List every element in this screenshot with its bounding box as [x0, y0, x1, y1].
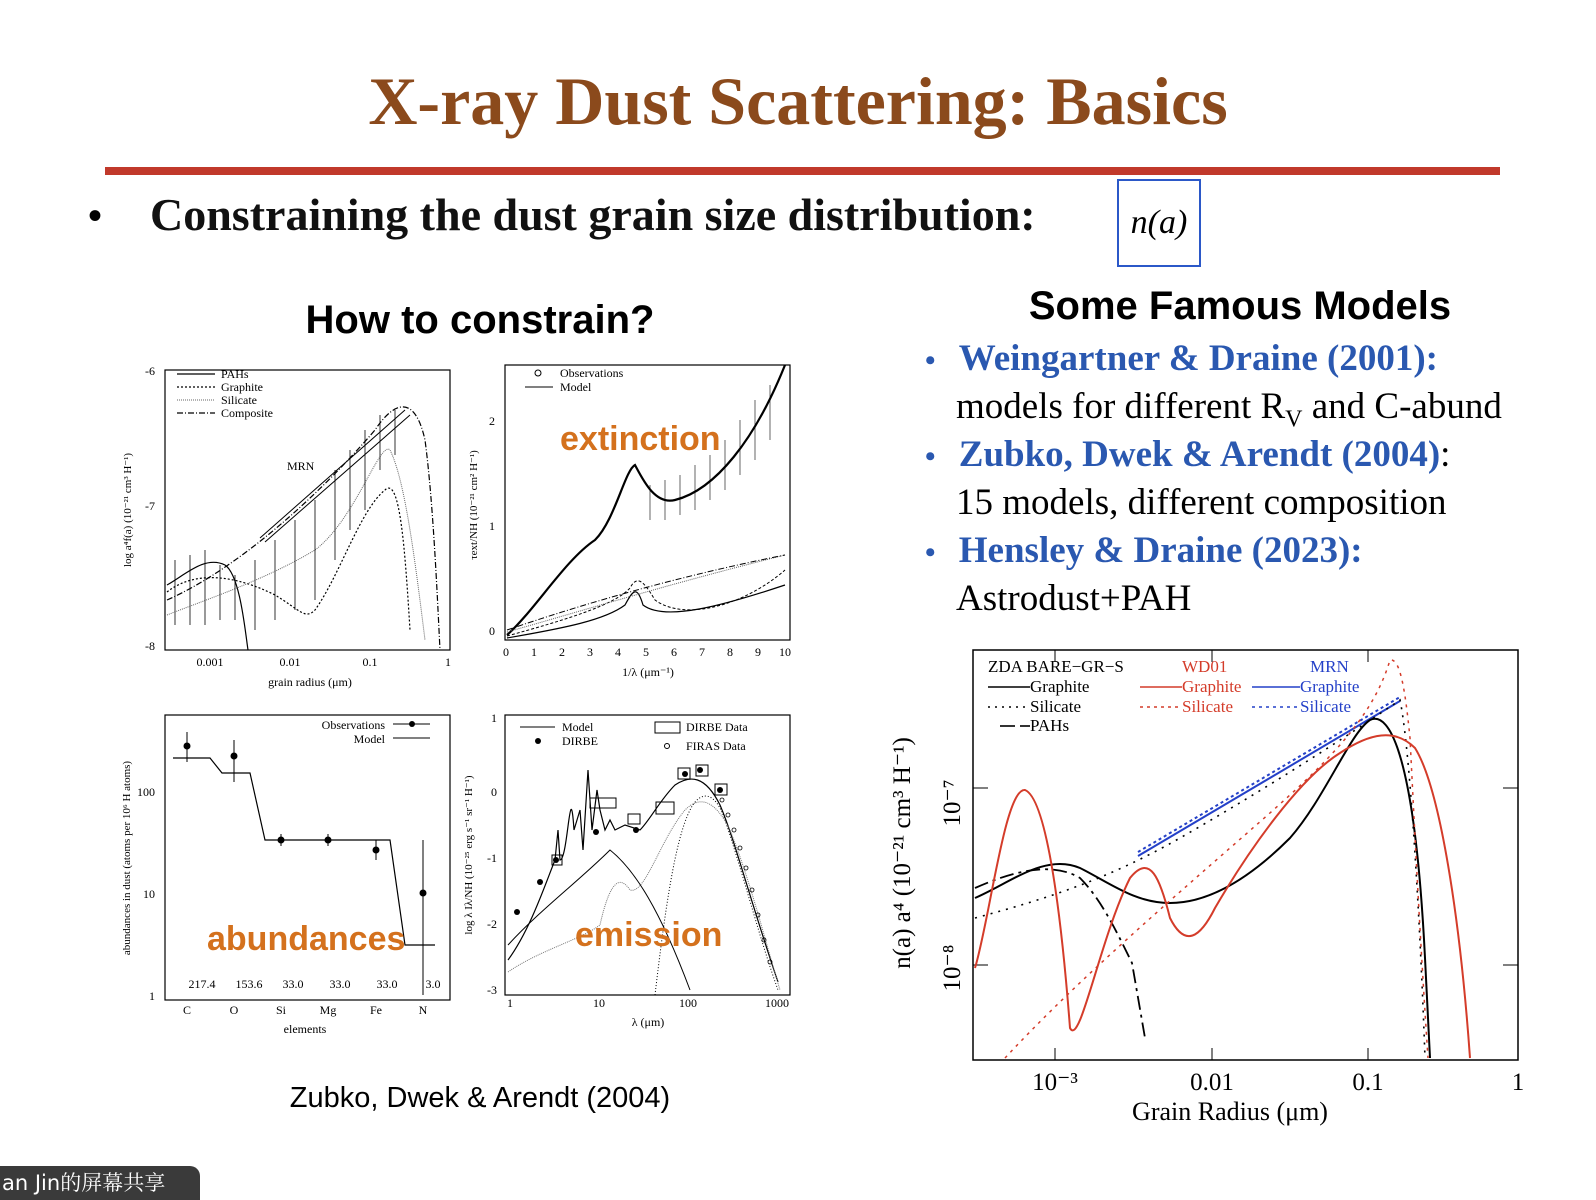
- screen-share-badge[interactable]: an Jin的屏幕共享: [0, 1166, 200, 1200]
- dirbe-points: [514, 767, 723, 915]
- x-tick-label: 5: [643, 645, 649, 659]
- y-tick-label: 2: [489, 414, 495, 428]
- model-name: Weingartner & Draine (2001):: [958, 338, 1438, 379]
- x-tick-label: 6: [671, 645, 677, 659]
- model-desc-sub: V: [1285, 406, 1303, 433]
- abundances-label: abundances: [207, 920, 406, 958]
- x-tick-label: Mg: [319, 1003, 337, 1017]
- x-axis-label: λ (μm): [631, 1015, 665, 1029]
- legend-entry: Silicate: [1030, 697, 1081, 716]
- legend-entry: DIRBE Data: [686, 720, 748, 734]
- y-tick-label: 0: [489, 624, 495, 638]
- legend-entry: Graphite: [1030, 677, 1090, 696]
- model-curve-silicate: [507, 570, 785, 636]
- legend-marker: [655, 722, 680, 733]
- mrn-silicate-curve: [1138, 697, 1400, 852]
- y-axis-label: log a⁴f(a) (10⁻²¹ cm³ H⁻¹): [122, 452, 134, 568]
- y-tick-label: 10⁻⁷: [939, 779, 966, 827]
- y-tick-label: 100: [137, 785, 155, 799]
- y-axis-label: τext/NH (10⁻²¹ cm² H⁻¹): [468, 450, 480, 560]
- x-axis-label: grain radius (μm): [268, 675, 352, 689]
- model-desc: [956, 576, 1191, 622]
- title-divider: [105, 167, 1500, 175]
- silicate-emission-curve: [508, 802, 780, 990]
- y-axis-label: abundances in dust (atoms per 10⁶ H atoms): [121, 760, 133, 956]
- model-desc: [956, 480, 1447, 526]
- y-tick-label: -8: [145, 639, 155, 653]
- value-label: 33.0: [282, 977, 304, 991]
- zda-graphite-curve: [975, 719, 1430, 1058]
- legend-entry: Composite: [221, 406, 274, 420]
- x-tick-label: Fe: [370, 1003, 382, 1017]
- x-tick-label: 1: [507, 996, 513, 1010]
- legend-entry: Model: [353, 732, 385, 746]
- x-tick-label: 1: [1511, 1069, 1525, 1096]
- model-step-line: [173, 758, 435, 945]
- slide-title: X-ray Dust Scattering: Basics: [368, 63, 1228, 139]
- x-tick-label: O: [229, 1003, 239, 1017]
- model-name: Hensley & Draine (2023):: [958, 530, 1363, 571]
- extinction-label: extinction: [560, 420, 721, 458]
- chart-emission: [460, 710, 805, 1050]
- y-tick-label: -3: [487, 983, 497, 997]
- model-curve-composite: [507, 555, 785, 632]
- legend-marker: [535, 738, 541, 744]
- chart-famous-models: [870, 638, 1530, 1138]
- y-axis-label: log λ Iλ/NH (10⁻²⁵ erg s⁻¹ sr⁻¹ H⁻¹): [463, 775, 475, 935]
- mrn-annotation: MRN: [287, 459, 315, 473]
- x-tick-label: 10: [779, 645, 791, 659]
- legend-entry: PAHs: [1030, 716, 1070, 735]
- value-label: 153.6: [235, 977, 263, 991]
- y-axis-label: n(a) a⁴ (10⁻²¹ cm³ H⁻¹): [889, 737, 916, 969]
- legend-group-title: ZDA BARE−GR−S: [988, 657, 1124, 676]
- y-tick-labels: [487, 711, 497, 997]
- x-tick-labels: [1032, 1069, 1524, 1096]
- category-labels: [183, 1003, 428, 1017]
- mrn-line: [265, 415, 410, 542]
- bullet-marker: •: [925, 536, 936, 569]
- observations-curve: [507, 365, 785, 635]
- citation: Zubko, Dwek & Arendt (2004): [289, 1082, 671, 1114]
- y-tick-label: -6: [145, 364, 155, 378]
- y-tick-label: 1: [149, 989, 155, 1003]
- x-tick-label: 100: [679, 996, 697, 1010]
- plot-frame: [165, 370, 450, 650]
- composite-curve: [167, 407, 440, 650]
- x-tick-labels: [503, 645, 791, 659]
- model-item-zda: [925, 432, 1450, 480]
- legend-entry: DIRBE: [562, 734, 598, 748]
- legend-group-title: MRN: [1310, 657, 1349, 676]
- legend-entry: Silicate: [1300, 697, 1351, 716]
- formula-box: n(a): [1117, 179, 1201, 267]
- model-desc-text: and C-abund: [1302, 386, 1502, 427]
- x-tick-label: 0: [503, 645, 509, 659]
- legend: [988, 657, 1359, 735]
- legend-marker: [665, 744, 670, 749]
- model-name-suffix: :: [1440, 434, 1451, 475]
- pahs-curve: [167, 562, 248, 650]
- mrn-line: [260, 410, 405, 538]
- y-tick-label: -2: [487, 917, 497, 931]
- model-desc-text: models for different R: [956, 386, 1286, 427]
- x-tick-label: 1: [531, 645, 537, 659]
- legend-entry: Model: [562, 720, 594, 734]
- zda-pahs-curve: [975, 869, 1145, 1038]
- x-axis-label: 1/λ (μm⁻¹): [622, 665, 674, 679]
- legend-entry: FIRAS Data: [686, 739, 746, 753]
- dust-curve: [655, 796, 778, 995]
- chart-extinction: [465, 360, 810, 690]
- y-tick-label: 1: [489, 519, 495, 533]
- legend-entry: Silicate: [1182, 697, 1233, 716]
- x-tick-label: 7: [699, 645, 705, 659]
- value-label: 33.0: [329, 977, 351, 991]
- value-label: 33.0: [376, 977, 398, 991]
- x-tick-label: 2: [559, 645, 565, 659]
- x-tick-label: N: [418, 1003, 428, 1017]
- model-item-wd01: [925, 336, 1438, 384]
- right-heading: Some Famous Models: [1028, 284, 1452, 328]
- value-label: 217.4: [188, 977, 216, 991]
- x-axis-label: elements: [283, 1022, 327, 1036]
- wd01-graphite-curve: [975, 735, 1470, 1058]
- legend-group-title: WD01: [1182, 657, 1228, 676]
- bullet-marker: •: [925, 440, 936, 473]
- x-tick-label: 10⁻³: [1032, 1069, 1078, 1096]
- model-name: Zubko, Dwek & Arendt (2004): [958, 434, 1441, 475]
- legend-entry: Graphite: [1300, 677, 1360, 696]
- model-desc-text: Astrodust+PAH: [956, 578, 1192, 619]
- legend-entry: Model: [560, 380, 592, 394]
- model-item-hd23: [925, 528, 1363, 576]
- y-tick-label: -7: [145, 499, 155, 513]
- x-tick-label: C: [182, 1003, 192, 1017]
- y-tick-label: 1: [491, 711, 497, 725]
- chart-abundances: [115, 710, 460, 1050]
- x-tick-label: 0.01: [279, 655, 301, 669]
- legend-entry: Observations: [321, 718, 385, 732]
- legend-entry: Graphite: [221, 380, 263, 394]
- legend-entry: Graphite: [1182, 677, 1242, 696]
- x-tick-label: 9: [755, 645, 761, 659]
- x-tick-label: 4: [615, 645, 621, 659]
- y-tick-label: -1: [487, 851, 497, 865]
- legend-entry: PAHs: [221, 367, 249, 381]
- x-tick-label: Si: [275, 1003, 287, 1017]
- legend-marker: [535, 370, 541, 376]
- y-tick-label: 10⁻⁸: [939, 944, 966, 992]
- zda-silicate-curve: [975, 700, 1425, 1058]
- x-tick-label: 0.1: [362, 655, 378, 669]
- legend-marker: [409, 721, 415, 727]
- y-tick-label: 10: [143, 887, 155, 901]
- x-tick-label: 1: [445, 655, 451, 669]
- x-axis-label: Grain Radius (μm): [1132, 1097, 1328, 1126]
- legend: [177, 367, 273, 420]
- x-tick-labels: [507, 996, 789, 1010]
- x-tick-label: 0.01: [1190, 1069, 1234, 1096]
- bullet-marker: •: [88, 193, 103, 238]
- x-tick-label: 0.1: [1352, 1069, 1384, 1096]
- main-bullet-text: Constraining the dust grain size distribution:: [150, 189, 1036, 240]
- x-tick-label: 1000: [765, 996, 789, 1010]
- emission-label: emission: [575, 916, 723, 954]
- mrn-graphite-curve: [1138, 701, 1400, 856]
- left-heading: How to constrain?: [305, 298, 655, 342]
- y-tick-label: 0: [491, 785, 497, 799]
- plot-frame: [505, 365, 790, 640]
- model-curve-graphite: [507, 585, 785, 638]
- legend-entry: Silicate: [221, 393, 257, 407]
- legend-entry: Observations: [560, 366, 624, 380]
- x-tick-label: 0.001: [196, 655, 224, 669]
- bullet-marker: •: [925, 344, 936, 377]
- x-tick-label: 8: [727, 645, 733, 659]
- chart-size-distribution: [115, 360, 465, 695]
- x-tick-label: 3: [587, 645, 593, 659]
- value-labels: [189, 977, 441, 991]
- silicate-curve: [167, 449, 425, 640]
- model-desc-text: 15 models, different composition: [956, 482, 1447, 523]
- graphite-curve: [167, 488, 410, 630]
- value-label: 3.0: [425, 977, 441, 991]
- x-tick-label: 10: [593, 996, 605, 1010]
